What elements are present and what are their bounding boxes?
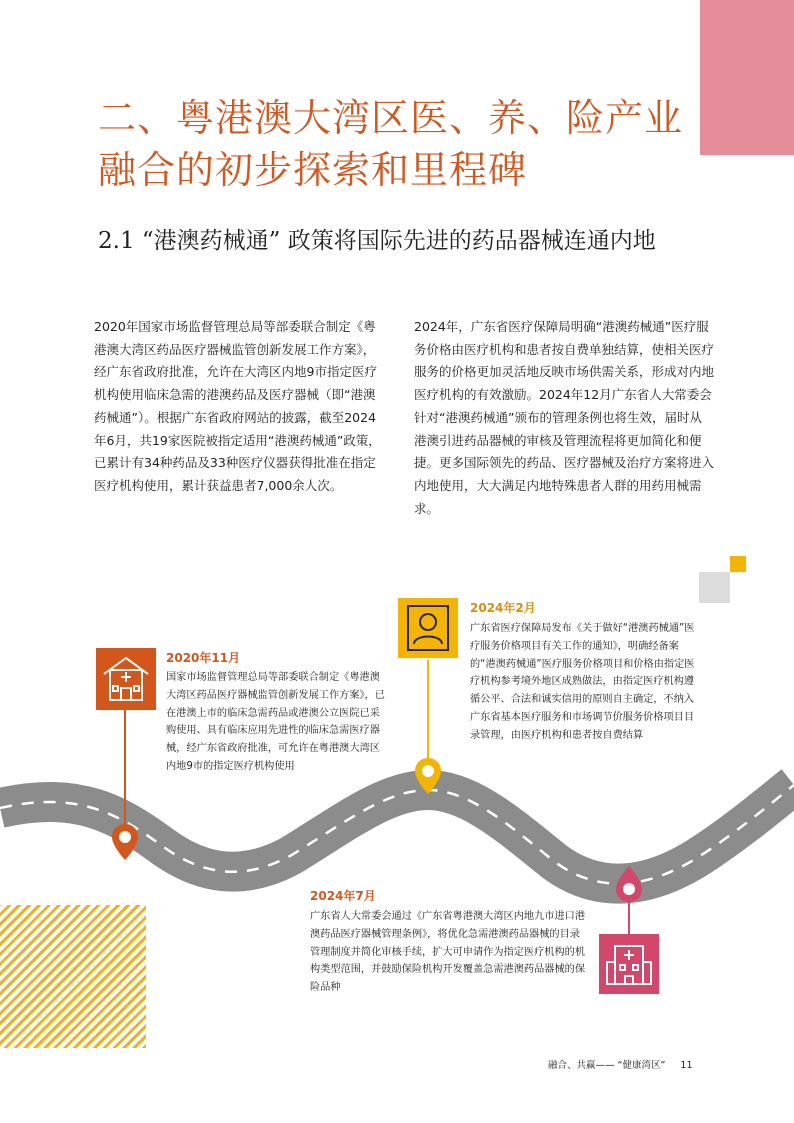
map-pin-icon xyxy=(413,756,443,798)
section-title: 二、粤港澳大湾区医、养、险产业融合的初步探索和里程碑 xyxy=(98,96,684,192)
person-icon xyxy=(398,598,458,658)
map-pin-icon xyxy=(614,862,644,904)
body-paragraph-right: 2024年，广东省医疗保障局明确“港澳药械通”医疗服务价格由医疗机构和患者按自费单独结算，使相关医疗服务的价格更加灵活地反映市场供需关系，形成对内地医疗机构的有效激励。2024年12月广东省人大常委会针对“港澳药械通”颁布的管理条例也将生效，届时从港澳引进药品器械的审核及管理流程将更加简化和便捷。更多国际领先的药品、医疗器械及治疗方案将进入内地使用，大大满足内地特殊患者人群的用药用械需求。 xyxy=(414,319,715,516)
event-date: 2020年11月 xyxy=(166,651,241,665)
event-description: 广东省医疗保障局发布《关于做好“港澳药械通”医疗服务价格项目有关工作的通知》，明确经备案的“港澳药械通”医疗服务价格项目和价格由指定医疗机构参考境外地区成熟做法，由指定医疗机构遵循公平、合法和诚实信用的原则自主确定，不纳入广东省基本医疗服务和市场调节价服务价格项目目录管理，由医疗机构和患者按自费结算 xyxy=(470,623,695,741)
event-description: 国家市场监督管理总局等部委联合制定《粤港澳大湾区药品医疗器械监管创新发展工作方案》，已在港澳上市的临床急需药品或港澳公立医院已采购使用、具有临床应用先进性的临床急需医疗器械，经广东省政府批准，可允许在粤港澳大湾区内地9市的指定医疗机构使用 xyxy=(166,672,386,772)
event-date: 2024年2月 xyxy=(470,601,536,615)
body-paragraph-left: 2020年国家市场监督管理总局等部委联合制定《粤港澳大湾区药品医疗器械监管创新发展工作方案》，经广东省政府批准，允许在大湾区内地9市指定医疗机构使用临床急需的港澳药品及医疗器械（即“港澳药械通”）。根据广东省政府网站的披露，截至2024年6月，共19家医院被指定适用“港澳药械通”政策，已累计有34种药品及33种医疗仪器获得批准在指定医疗机构使用，累计获益患者7,000余人次。 xyxy=(94,319,381,493)
event-description: 广东省人大常委会通过《广东省粤港澳大湾区内地九市进口港澳药品医疗器械管理条例》，将优化急需港澳药品器械的目录管理制度并简化审核手续，扩大可申请作为指定医疗机构的机构类型范围，并鼓励保险机构开发覆盖急需港澳药品器械的保险品种 xyxy=(310,911,586,994)
page-number: 11 xyxy=(680,1060,693,1071)
section-subtitle: 2.1 “港澳药械通” 政策将国际先进的药品器械连通内地 xyxy=(98,228,656,254)
page-footer xyxy=(548,1057,693,1071)
map-pin-icon xyxy=(110,822,140,864)
event-date: 2024年7月 xyxy=(310,889,376,903)
hospital-building-icon xyxy=(599,934,659,994)
hospital-icon xyxy=(96,648,156,710)
footer-text: 融合、共赢—— “健康湾区” xyxy=(548,1060,666,1071)
